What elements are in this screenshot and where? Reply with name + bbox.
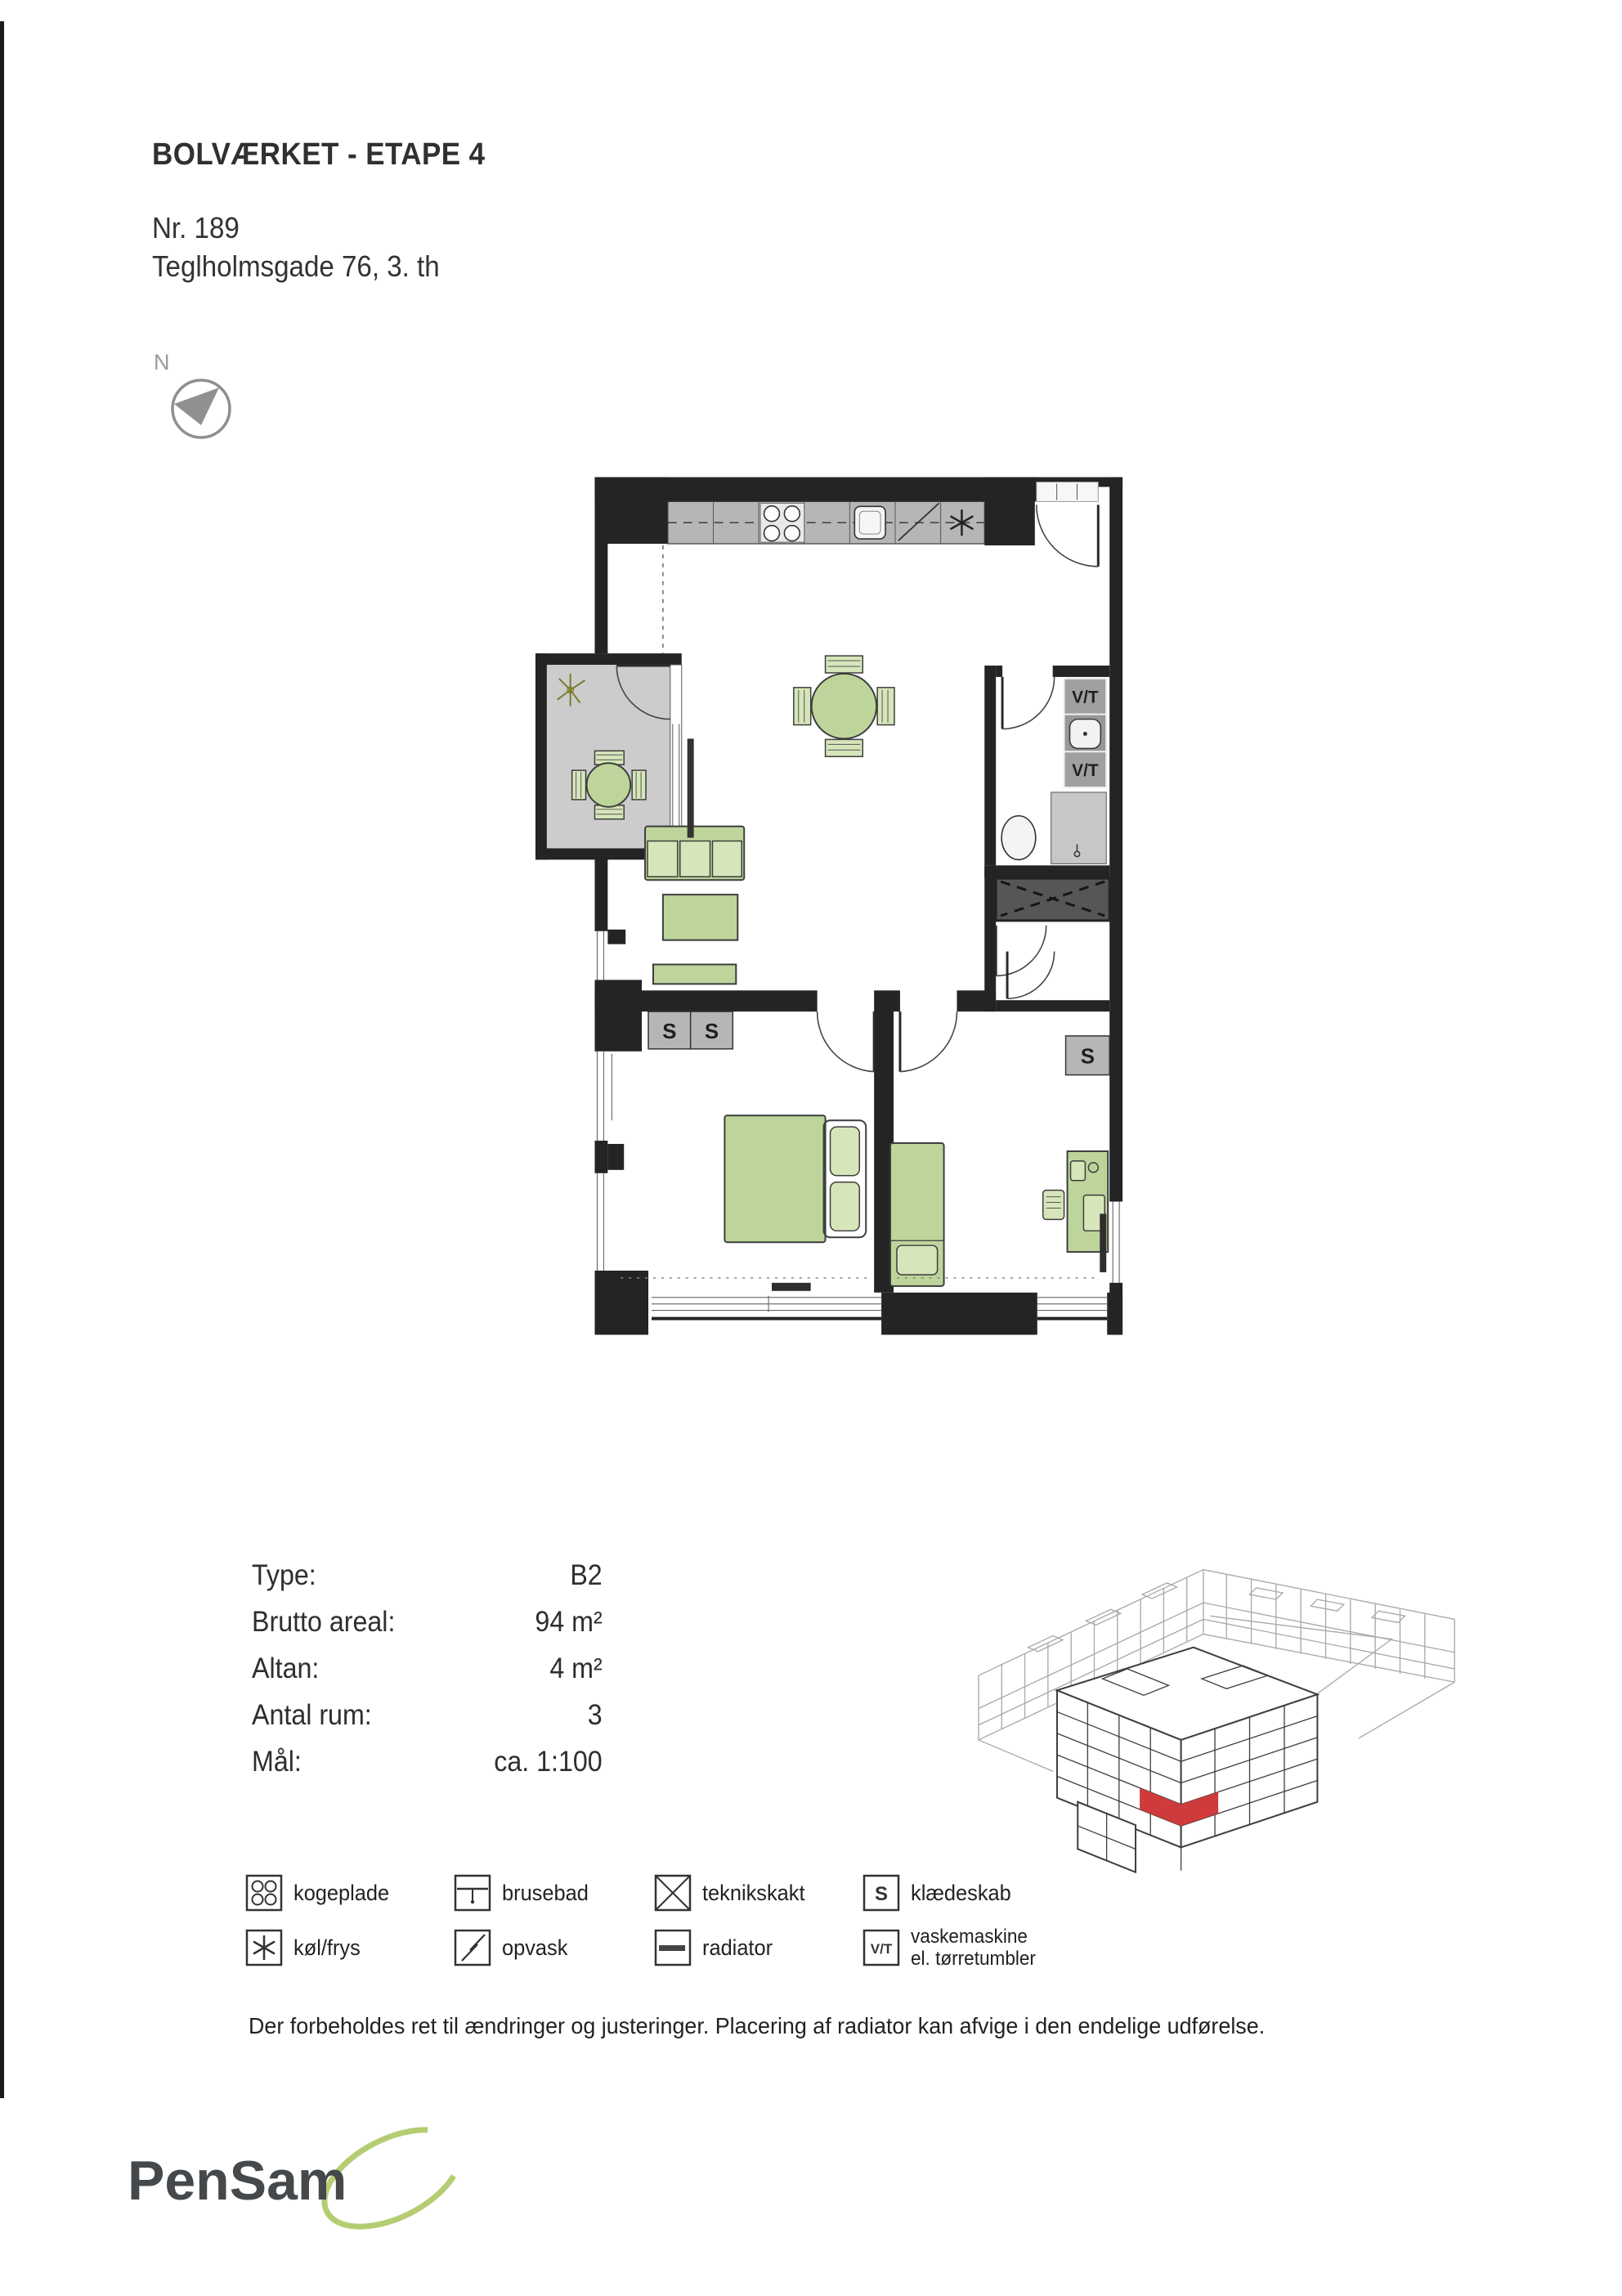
- vt-label-top: V/T: [1072, 688, 1099, 707]
- disclaimer-text: Der forbeholdes ret til ændringer og justeringer. Placering af radiator kan afvige i den endelige udførelse.: [249, 2013, 1266, 2038]
- logo-text: PenSam: [128, 2150, 347, 2212]
- double-bed: [724, 1115, 866, 1242]
- bedroom2-door: [900, 1011, 957, 1072]
- opvask-icon: [454, 1929, 491, 1966]
- legend: [245, 1874, 1044, 1970]
- pensam-logo: [123, 2119, 482, 2242]
- legend-item-koel-frys: [245, 1926, 454, 1970]
- entrance-door: [1037, 504, 1098, 566]
- info-label: Antal rum:: [252, 1699, 372, 1731]
- unit-info-table: [252, 1552, 603, 1785]
- address: Teglholmsgade 76, 3. th: [152, 249, 440, 283]
- project-title: BOLVÆRKET - ETAPE 4: [152, 137, 486, 172]
- legend-item-vaskemaskine: [863, 1926, 1044, 1970]
- wardrobe-2: [691, 1011, 733, 1049]
- window-left-bedroom-2: [597, 1173, 603, 1271]
- window-right-bedroom: [1113, 1202, 1119, 1283]
- bathroom: [1001, 677, 1106, 863]
- legend-item-kogeplade: [245, 1874, 454, 1912]
- klaedeskab-symbol: S: [874, 1883, 889, 1905]
- koel-frys-icon: [245, 1929, 283, 1966]
- info-row: [252, 1692, 603, 1738]
- building-near-block: [1057, 1648, 1317, 1872]
- info-label: Altan:: [252, 1652, 320, 1684]
- legend-label: køl/frys: [293, 1935, 361, 1960]
- windows: [597, 931, 1119, 1321]
- legend-label: brusebad: [502, 1880, 589, 1905]
- info-label: Brutto areal:: [252, 1606, 396, 1638]
- sofa: [645, 827, 744, 881]
- bathroom-door: [1002, 677, 1055, 729]
- info-row: [252, 1552, 603, 1599]
- hall-door-2: [1007, 952, 1055, 999]
- building-location-diagram: [928, 1517, 1492, 1897]
- legend-label: vaskemaskine el. tørretumbler: [911, 1926, 1036, 1970]
- info-value: ca. 1:100: [494, 1746, 603, 1778]
- window-left-living: [597, 931, 603, 980]
- legend-item-opvask: [454, 1926, 654, 1970]
- wardrobe-1-label: S: [662, 1020, 677, 1043]
- north-label: N: [154, 350, 170, 374]
- kitchen-counter: [668, 501, 984, 544]
- coffee-table: [663, 895, 737, 940]
- info-label: Type:: [252, 1559, 316, 1591]
- scan-artifact: [0, 21, 4, 2098]
- vaskemaskine-symbol: V/T: [870, 1941, 893, 1957]
- tv-bench: [653, 965, 736, 984]
- hall-door-1: [996, 926, 1046, 976]
- compass-icon: [162, 370, 240, 448]
- bedroom1-door: [818, 1011, 875, 1072]
- info-value: 4 m²: [549, 1652, 603, 1684]
- info-value: 94 m²: [535, 1606, 603, 1638]
- info-row: [252, 1599, 603, 1645]
- teknikskakt-icon: [654, 1874, 692, 1912]
- desk: [1043, 1151, 1108, 1252]
- legend-label: kogeplade: [293, 1880, 390, 1905]
- vt-label-bottom: V/T: [1072, 761, 1099, 781]
- dining-table: [794, 656, 894, 756]
- window-bottom-right: [1037, 1298, 1107, 1321]
- vaskemaskine-icon: [863, 1929, 900, 1966]
- floor-plan: [531, 468, 1132, 1347]
- info-value: 3: [587, 1699, 603, 1731]
- kogeplade-icon: [245, 1874, 283, 1912]
- brusebad-icon: [454, 1874, 491, 1912]
- legend-label: radiator: [702, 1935, 773, 1960]
- info-row: [252, 1738, 603, 1785]
- desk-chair: [1043, 1191, 1064, 1220]
- legend-item-brusebad: [454, 1874, 654, 1912]
- info-label: Mål:: [252, 1746, 302, 1778]
- wardrobe-3: [1066, 1036, 1110, 1075]
- wardrobe-3-label: S: [1080, 1045, 1095, 1069]
- entrance-mat: [1037, 482, 1098, 502]
- info-value: B2: [570, 1559, 603, 1591]
- shower: [1051, 792, 1107, 863]
- wardrobe-2-label: S: [704, 1020, 719, 1043]
- wardrobe-1: [648, 1011, 691, 1049]
- radiator-bedroom2: [1100, 1213, 1106, 1272]
- radiator-bedroom1: [772, 1283, 811, 1291]
- info-row: [252, 1645, 603, 1692]
- legend-label: opvask: [502, 1935, 568, 1960]
- window-bottom-left: [652, 1296, 881, 1321]
- klaedeskab-icon: [863, 1874, 900, 1912]
- legend-item-teknikskakt: [654, 1874, 863, 1912]
- washer-dryer-stack: [1064, 679, 1107, 787]
- radiator-living: [688, 738, 694, 837]
- single-bed: [890, 1143, 944, 1286]
- legend-label: klædeskab: [911, 1880, 1011, 1905]
- radiator-icon: [654, 1929, 692, 1966]
- legend-item-radiator: [654, 1926, 863, 1970]
- toilet: [1001, 816, 1036, 860]
- legend-item-klaedeskab: [863, 1874, 1044, 1912]
- hob-icon: [760, 503, 804, 542]
- sink-icon: [854, 506, 885, 539]
- header: [152, 137, 486, 285]
- window-left-bedroom-1: [597, 1052, 612, 1141]
- unit-number: Nr. 189: [152, 211, 240, 244]
- technical-shaft: [996, 878, 1109, 921]
- legend-label: teknikskakt: [702, 1880, 805, 1905]
